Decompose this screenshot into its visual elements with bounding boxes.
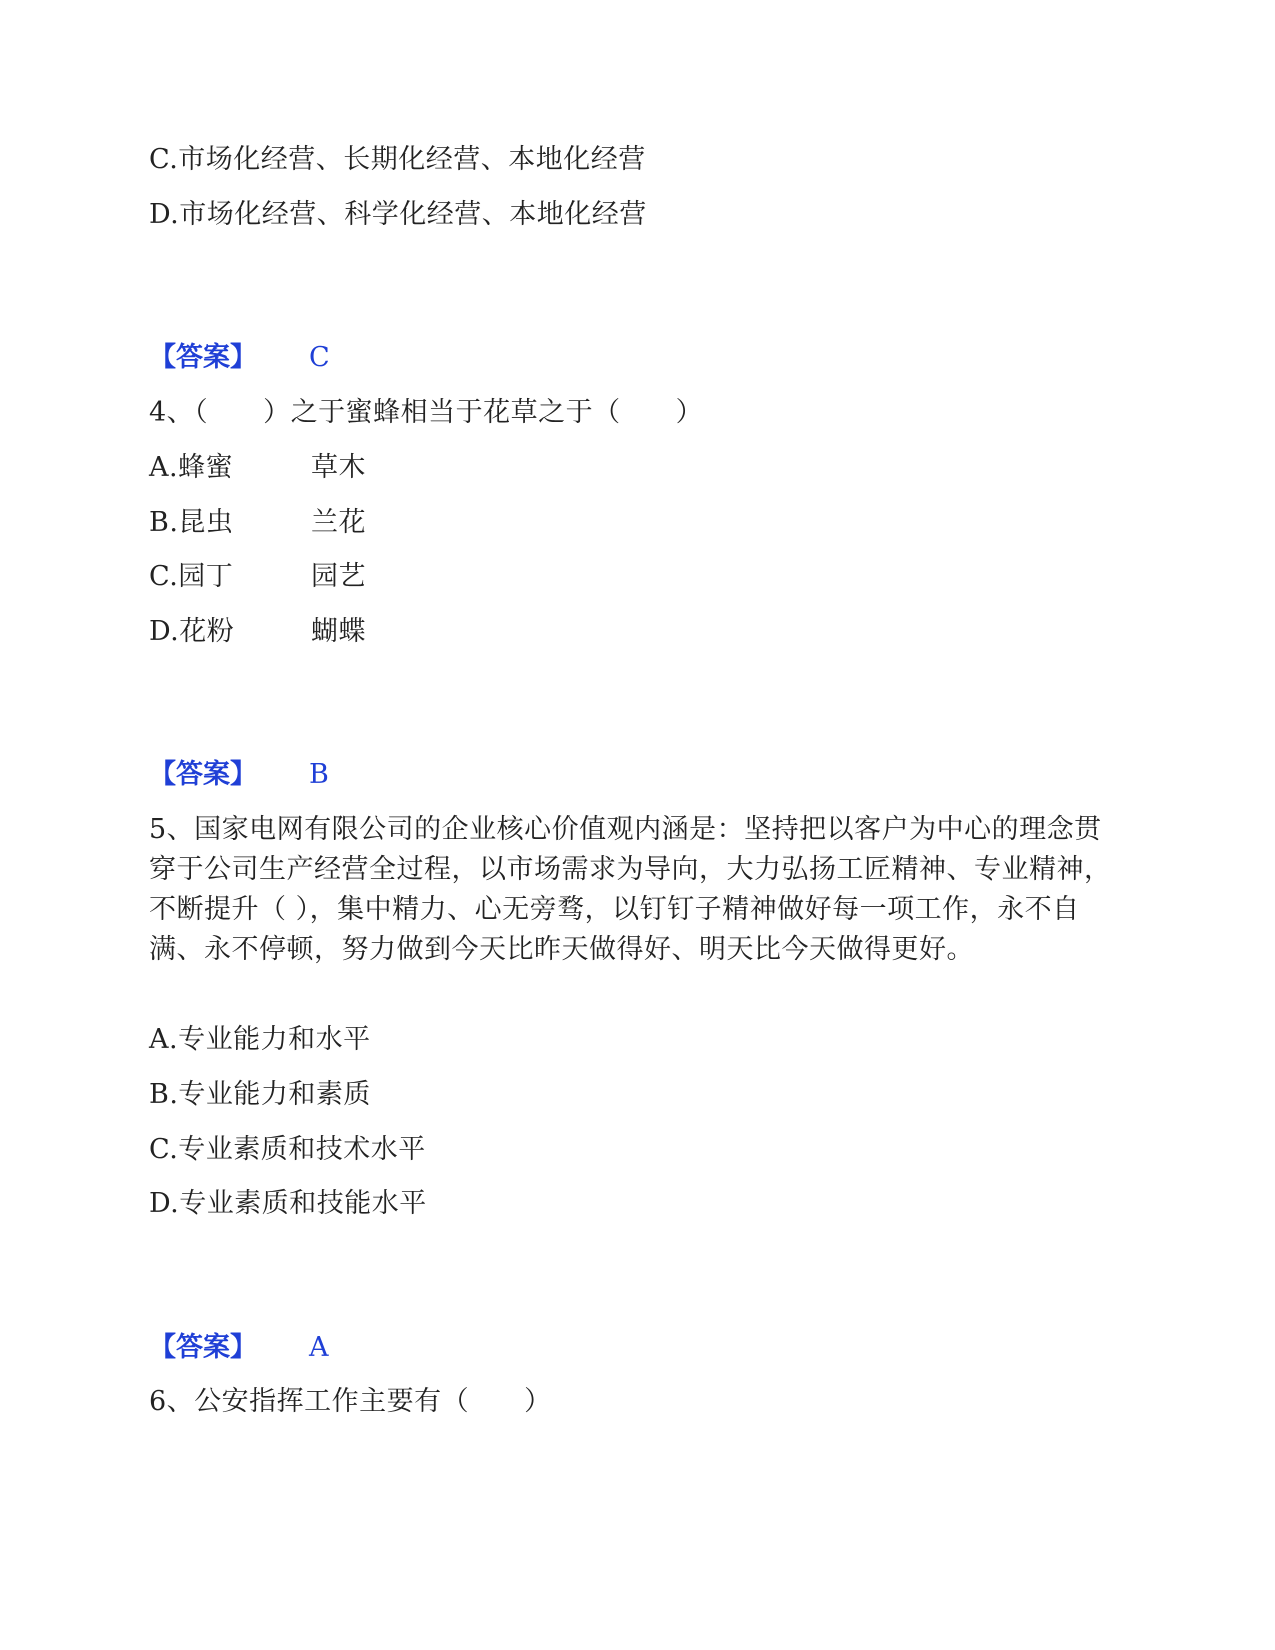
q5-answer	[149, 1332, 329, 1363]
option-pair: 蝴蝶	[311, 616, 366, 647]
answer-value: C	[309, 342, 330, 373]
q4-stem: 4、（ ）之于蜜蜂相当于花草之于（ ）	[149, 397, 704, 428]
option-pair: 草木	[311, 452, 366, 483]
answer-label: 【答案】	[149, 342, 257, 373]
answer-label: 【答案】	[149, 759, 257, 790]
q3-answer	[149, 342, 330, 373]
q4-option-c	[149, 561, 366, 592]
q4-option-a	[149, 452, 366, 483]
q4-option-b	[149, 507, 366, 538]
option-pair: 园艺	[311, 561, 366, 592]
option-letter: C.园丁	[149, 561, 234, 592]
option-letter: B.昆虫	[149, 507, 234, 538]
q5-option-d: D.专业素质和技能水平	[149, 1188, 427, 1219]
q5-option-c: C.专业素质和技术水平	[149, 1134, 426, 1165]
option-letter: D.花粉	[149, 616, 235, 647]
q4-answer	[149, 759, 329, 790]
q5-stem: 5、国家电网有限公司的企业核心价值观内涵是：坚持把以客户为中心的理念贯穿于公司生产经营全过程，以市场需求为导向，大力弘扬工匠精神、专业精神，不断提升（ ），集中精力、心无旁骛，以钉钉子精神做好每一项工作，永不自满、永不停顿，努力做到今天比昨天做得好、明天比今天做得更好。	[149, 814, 1112, 965]
q6-stem: 6、公安指挥工作主要有（ ）	[149, 1386, 552, 1417]
q3-option-d: D.市场化经营、科学化经营、本地化经营	[149, 199, 647, 230]
q5-option-b: B.专业能力和素质	[149, 1079, 371, 1110]
answer-value: A	[309, 1332, 329, 1363]
q3-option-c: C.市场化经营、长期化经营、本地化经营	[149, 144, 646, 175]
q4-option-d	[149, 616, 366, 647]
option-letter: A.蜂蜜	[149, 452, 234, 483]
answer-label: 【答案】	[149, 1332, 257, 1363]
answer-value: B	[309, 759, 329, 790]
q5-option-a: A.专业能力和水平	[149, 1024, 371, 1055]
option-pair: 兰花	[311, 507, 366, 538]
